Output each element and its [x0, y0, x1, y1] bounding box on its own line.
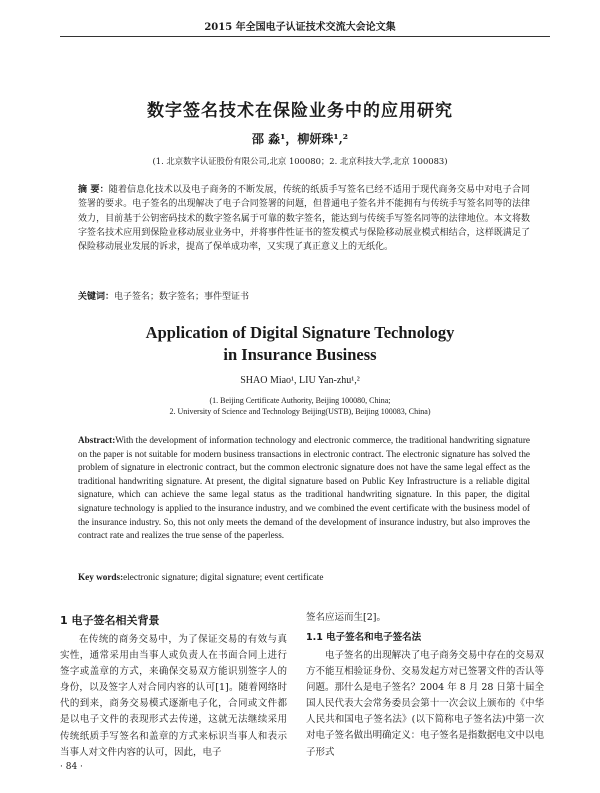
running-header: 2015 年全国电子认证技术交流大会论文集 [204, 22, 396, 33]
english-affiliations [0, 395, 600, 417]
english-affil-line2: 2. University of Science and Technology Beijing(USTB), Beijing 100083, China) [169, 407, 431, 416]
chinese-abstract [78, 183, 530, 254]
english-keywords-label: Key words: [78, 572, 124, 582]
body-right-column: 电子签名的出现解决了电子商务交易中存在的交易双方不能互相验证身份、交易发起方对已签署文件的否认等问题。那什么是电子签名？2004 年 8 月 28 日第十届全国人民代表大会常务委员会第十一次会议上颁布的《中华人民共和国电子签名法》(以下简称电子签名法)中第一次对电子签名做出明确定义：电子签名是指数据电文中以电子形式 [306, 650, 544, 758]
body-right-column-top: 签名应运而生[2]。 [306, 612, 386, 623]
header-rule [60, 36, 550, 37]
chinese-abstract-text: 随着信息化技术以及电子商务的不断发展，传统的纸质手写签名已经不适用于现代商务交易中对电子合同签署的要求。电子签名的出现解决了电子合同签署的问题，但普通电子签名并不能拥有与传统手写签名同等的法律效力，目前基于公钥密码技术的数字签名属于可靠的数字签名，能达到与传统手写签名同等的法律地位。本文将数字签名技术应用到保险业移动展业业务中，并将事件性证书的签发模式与保险移动展业模式相结合，这样既满足了保险移动展业发展的诉求，提高了保单成功率，又实现了真正意义上的无纸化。 [78, 185, 530, 253]
body-left-column: 在传统的商务交易中，为了保证交易的有效与真实性，通常采用由当事人或负责人在书面合同上进行签字或盖章的方式，来确保交易双方能识别签字人的身份，以及签字人对合同内容的认可[1]。随着网络时代的到来，商务交易模式逐渐电子化，合同或文件都是以电子文件的表现形式去传递，这就无法继续采用传统纸质手写签名和盖章的方式来标识当事人和表示当事人对文件内容的认可，因此，电子 [60, 634, 287, 758]
english-affil-line1: (1. Beijing Certificate Authority, Beijing 100080, China; [209, 396, 391, 405]
english-authors: SHAO Miao¹, LIU Yan-zhu¹,² [240, 375, 360, 386]
chinese-title: 数字签名技术在保险业务中的应用研究 [147, 101, 453, 121]
page-number: · 84 · [60, 762, 83, 772]
english-title-line1: Application of Digital Signature Technology [145, 323, 455, 342]
chinese-affiliations: (1. 北京数字认证股份有限公司,北京 100080；2. 北京科技大学,北京 100083) [152, 156, 448, 166]
english-abstract-text: With the development of information technology and electronic commerce, the traditional handwriting signature on the paper is not suitable for modern business transactions in electronic contract. The electronic signature has solved the problem of signature in electronic contract, but the common electronic signature does not have the same legal effect as the traditional handwriting signature. At present, the digital signature based on Public Key Infrastructure is a reliable digital signature, which can achieve the same legal status as the traditional handwriting signature. In this paper, the digital signature technology is applied to the insurance industry, and we combined the event certificate with the business model of the insurance industry. So, this not only meets the demand of the development of insurance industry, but also improves the contract rate and realizes the true sense of the paperless. [78, 435, 530, 541]
english-keywords [78, 572, 530, 582]
english-title [0, 322, 600, 366]
english-keywords-text: electronic signature; digital signature; event certificate [123, 572, 324, 582]
english-abstract-label: Abstract: [78, 435, 116, 445]
english-abstract [78, 434, 530, 543]
section-1-1-heading: 1.1 电子签名和电子签名法 [306, 632, 422, 643]
chinese-keywords [78, 290, 530, 304]
chinese-keywords-text: 电子签名；数字签名；事件型证书 [114, 292, 250, 302]
english-title-line2: in Insurance Business [223, 345, 377, 364]
section-1-heading: 1 电子签名相关背景 [60, 614, 160, 627]
chinese-keywords-label: 关键词： [78, 292, 115, 302]
chinese-authors: 邵 淼¹，柳妍珠¹,² [251, 132, 349, 146]
chinese-abstract-label: 摘 要： [78, 185, 109, 195]
